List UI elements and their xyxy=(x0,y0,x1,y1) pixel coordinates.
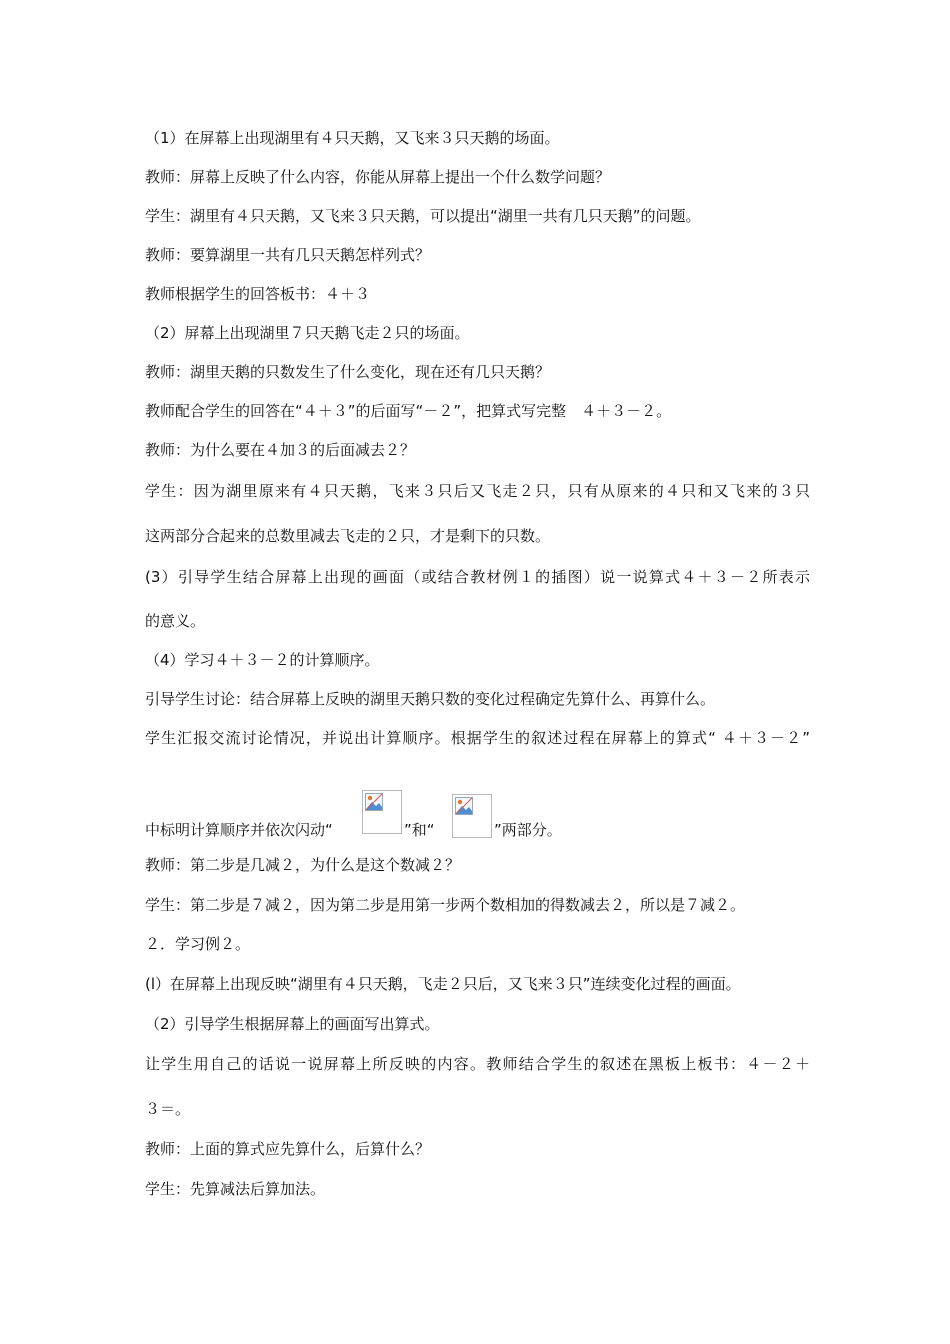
para-16: 学生汇报交流讨论情况，并说出计算顺序。根据学生的叙述过程在屏幕上的算式“ ４＋３－２” xyxy=(145,729,810,747)
image-placeholder-2 xyxy=(452,794,492,838)
para-1: （1）在屏幕上出现湖里有４只天鹅，又飞来３只天鹅的场面。 xyxy=(145,129,560,147)
para-5: 教师根据学生的回答板书：４＋３ xyxy=(145,285,371,303)
para-2: 教师：屏幕上反映了什么内容，你能从屏幕上提出一个什么数学问题？ xyxy=(145,168,611,186)
para-19: ２．学习例２。 xyxy=(145,935,251,953)
para-14: （4）学习４＋３－２的计算顺序。 xyxy=(145,651,380,669)
para-23: ３＝。 xyxy=(145,1100,191,1118)
para-8: 教师配合学生的回答在“４＋３”的后面写“－２”，把算式写完整 ４＋３－２。 xyxy=(145,402,672,420)
mark-line-part3: ”两部分。 xyxy=(494,821,562,839)
para-6: （2）屏幕上出现湖里７只天鹅飞走２只的场面。 xyxy=(145,324,470,342)
para-10: 学生：因为湖里原来有４只天鹅，飞来３只后又飞走２只，只有从原来的４只和又飞来的３只 xyxy=(145,482,810,500)
mark-line-part2: ”和“ xyxy=(404,821,435,839)
para-13: 的意义。 xyxy=(145,612,206,630)
para-11: 这两部分合起来的总数里减去飞走的２只，才是剩下的只数。 xyxy=(145,527,551,545)
para-20: (l）在屏幕上出现反映“湖里有４只天鹅，飞走２只后，又飞来３只”连续变化过程的画面。 xyxy=(145,975,741,993)
para-3: 学生：湖里有４只天鹅，又飞来３只天鹅，可以提出“湖里一共有几只天鹅”的问题。 xyxy=(145,207,701,225)
para-15: 引导学生讨论：结合屏幕上反映的湖里天鹅只数的变化过程确定先算什么、再算什么。 xyxy=(145,690,716,708)
para-24: 教师：上面的算式应先算什么，后算什么？ xyxy=(145,1140,431,1158)
para-18: 学生：第二步是７减２，因为第二步是用第一步两个数相加的得数减去２，所以是７减２。 xyxy=(145,896,746,914)
para-12: (3）引导学生结合屏幕上出现的画面（或结合教材例１的插图）说一说算式４＋３－２所表示 xyxy=(145,568,810,586)
para-25: 学生：先算减法后算加法。 xyxy=(145,1180,326,1198)
mark-line-part1: 中标明计算顺序并依次闪动“ xyxy=(145,821,333,839)
para-17: 教师：第二步是几减２，为什么是这个数减２？ xyxy=(145,856,461,874)
para-7: 教师：湖里天鹅的只数发生了什么变化，现在还有几只天鹅？ xyxy=(145,363,551,381)
image-placeholder-1 xyxy=(362,790,402,834)
para-22: 让学生用自己的话说一说屏幕上所反映的内容。教师结合学生的叙述在黑板上板书：４－２＋ xyxy=(145,1055,810,1073)
missing-image-icon xyxy=(455,797,473,815)
para-21: （2）引导学生根据屏幕上的画面写出算式。 xyxy=(145,1015,440,1033)
para-4: 教师：要算湖里一共有几只天鹅怎样列式？ xyxy=(145,246,431,264)
missing-image-icon xyxy=(365,793,383,811)
para-9: 教师：为什么要在４加３的后面减去２？ xyxy=(145,441,416,459)
